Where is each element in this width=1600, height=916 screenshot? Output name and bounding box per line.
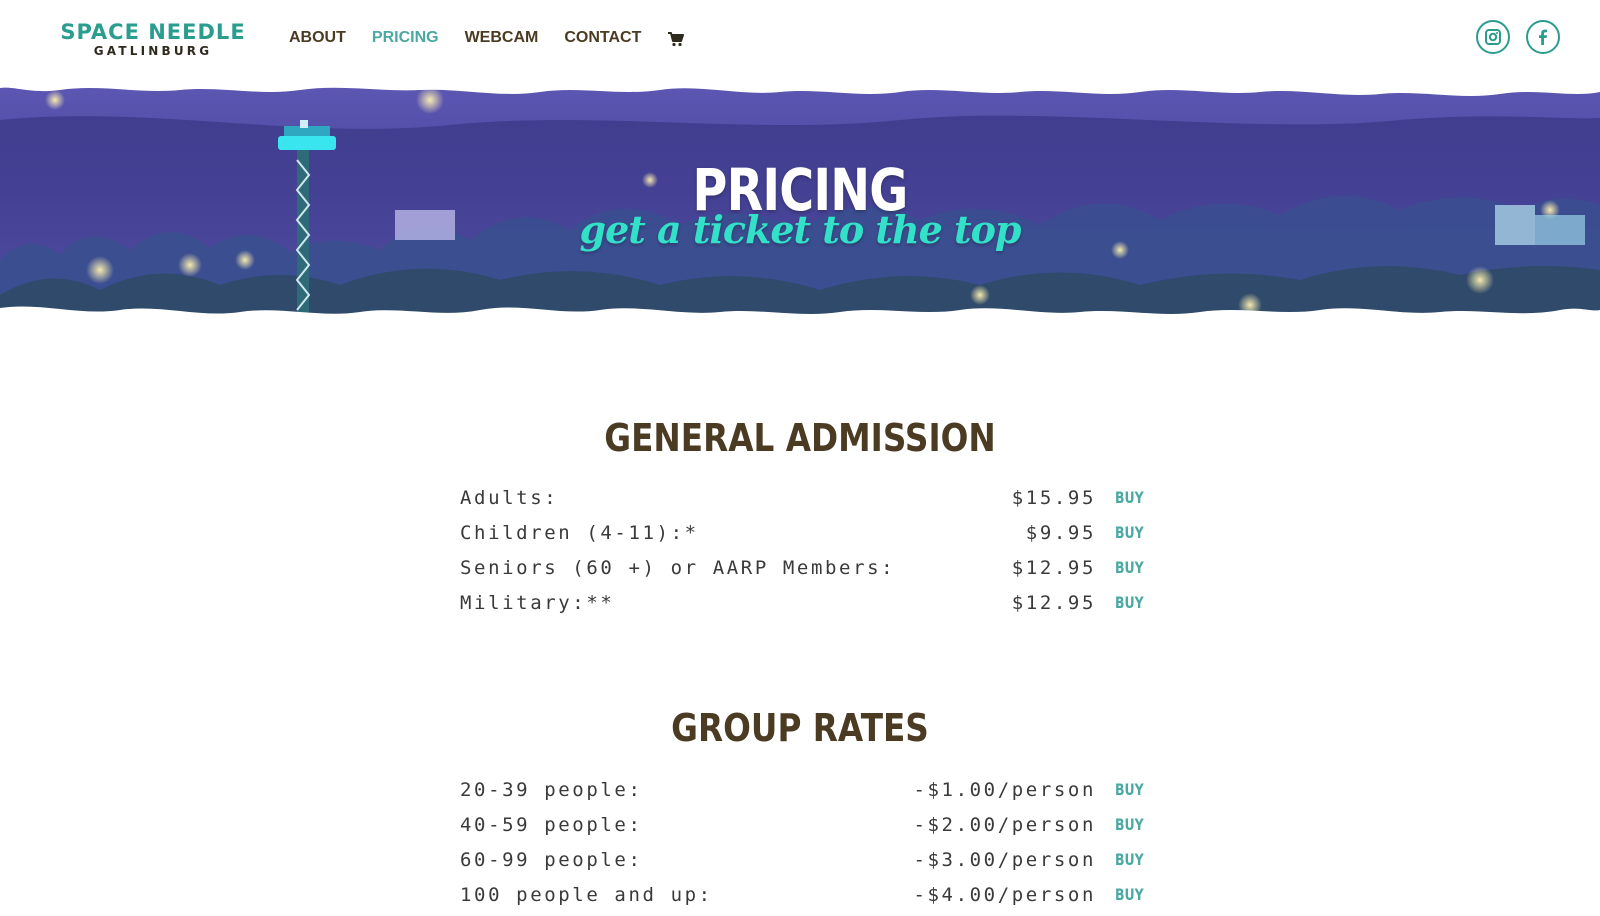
hero-title: PRICING xyxy=(692,156,908,224)
price-row xyxy=(460,811,1144,846)
price-row xyxy=(460,519,1144,554)
hero-subtitle: get a ticket to the top xyxy=(579,207,1021,252)
site-logo[interactable] xyxy=(55,20,251,58)
price-row xyxy=(460,776,1144,811)
logo-subtitle: GATLINBURG xyxy=(93,44,213,58)
price-row xyxy=(460,881,1144,916)
price-row-value: $12.95 xyxy=(1011,557,1096,579)
buy-button[interactable]: BUY xyxy=(1115,850,1144,869)
price-row-value: $9.95 xyxy=(1025,522,1096,544)
logo-title: SPACE NEEDLE xyxy=(60,20,246,44)
buy-button[interactable]: BUY xyxy=(1115,780,1144,799)
price-row-value: $15.95 xyxy=(1011,487,1096,509)
buy-button[interactable]: BUY xyxy=(1115,815,1144,834)
price-row-value: -$2.00/person xyxy=(913,814,1096,836)
buy-button[interactable]: BUY xyxy=(1115,558,1144,577)
price-row-value: -$4.00/person xyxy=(913,884,1096,906)
price-row xyxy=(460,554,1144,589)
group-rates-table xyxy=(460,776,1144,916)
nav-webcam[interactable]: WEBCAM xyxy=(464,29,539,46)
price-row-value: $12.95 xyxy=(1011,592,1096,614)
site-header xyxy=(0,0,1600,80)
hero-banner xyxy=(0,80,1600,330)
price-row-label: Military:** xyxy=(460,592,615,614)
general-admission-title: GENERAL ADMISSION xyxy=(604,416,996,460)
facebook-icon[interactable] xyxy=(1526,20,1560,54)
buy-button[interactable]: BUY xyxy=(1115,488,1144,507)
shopping-cart-icon[interactable] xyxy=(667,30,685,48)
price-row xyxy=(460,846,1144,881)
price-row xyxy=(460,589,1144,624)
price-row-label: Adults: xyxy=(460,487,559,509)
price-row-label: 60-99 people: xyxy=(460,849,643,871)
price-row-label: Children (4-11):* xyxy=(460,522,699,544)
main-nav xyxy=(289,27,685,49)
price-row-value: -$1.00/person xyxy=(913,779,1096,801)
price-row-label: Seniors (60 +) or AARP Members: xyxy=(460,557,896,579)
price-row-label: 40-59 people: xyxy=(460,814,643,836)
price-row-label: 20-39 people: xyxy=(460,779,643,801)
general-admission-table xyxy=(460,484,1144,624)
price-row xyxy=(460,484,1144,519)
group-rates-title: GROUP RATES xyxy=(671,706,929,750)
price-row-value: -$3.00/person xyxy=(913,849,1096,871)
buy-button[interactable]: BUY xyxy=(1115,593,1144,612)
nav-contact[interactable]: CONTACT xyxy=(564,29,642,46)
nav-pricing[interactable]: PRICING xyxy=(371,29,439,46)
nav-about[interactable]: ABOUT xyxy=(289,29,346,46)
price-row-label: 100 people and up: xyxy=(460,884,713,906)
buy-button[interactable]: BUY xyxy=(1115,885,1144,904)
buy-button[interactable]: BUY xyxy=(1115,523,1144,542)
instagram-icon[interactable] xyxy=(1476,20,1510,54)
